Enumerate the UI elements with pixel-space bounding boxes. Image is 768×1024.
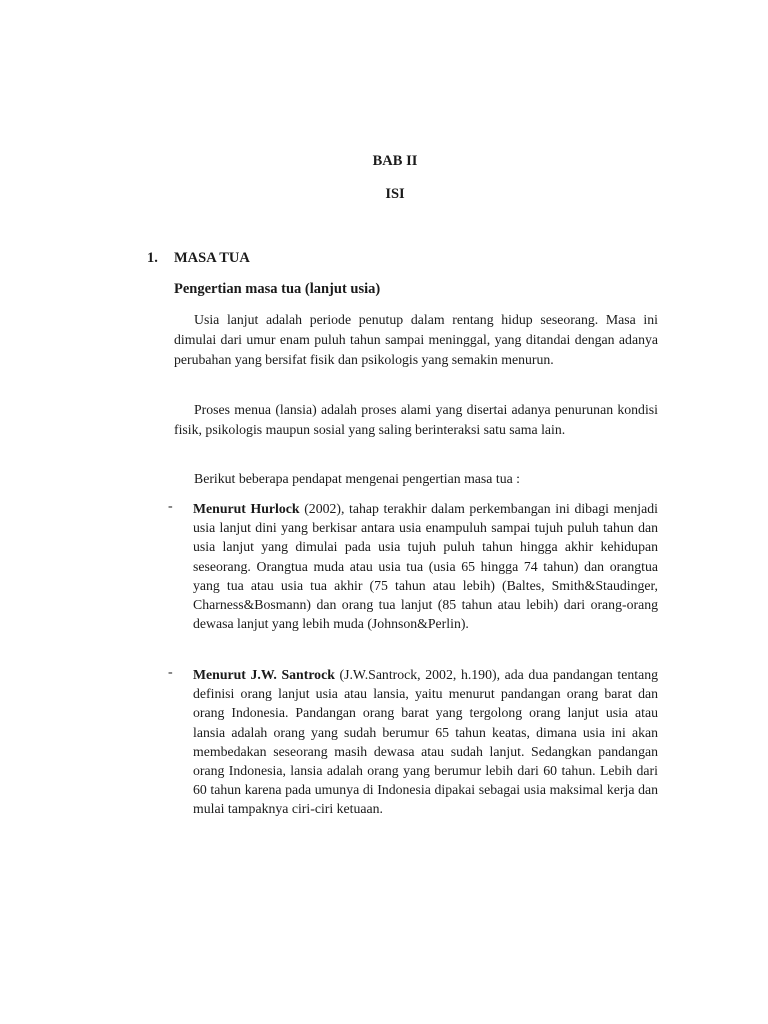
bullet-lead: Menurut J.W. Santrock: [193, 667, 335, 682]
bullet-item: [193, 665, 658, 819]
bullet-body: (J.W.Santrock, 2002, h.190), ada dua pandangan tentang definisi orang lanjut usia atau lansia, yaitu menurut pandangan orang barat dan orang Indonesia. Pandangan orang barat yang tergolong orang lanjut usia atau lansia adalah orang yang sudah berumur 65 tahun keatas, dimana usia ini akan membedakan seseorang masih dewasa atau sudah lanjut. Sedangkan pandangan orang Indonesia, lansia adalah orang yang berumur lebih dari 60 tahun. Lebih dari 60 tahun karena pada umunya di Indonesia dipakai sebagai usia maksimal kerja dan mulai tampaknya ciri-ciri ketuaan.: [193, 667, 658, 817]
bullet-dash: -: [168, 499, 173, 514]
subheading: Pengertian masa tua (lanjut usia): [174, 281, 381, 297]
chapter-subheading: ISI: [385, 186, 405, 202]
paragraph: Berikut beberapa pendapat mengenai pengertian masa tua :: [194, 471, 521, 486]
paragraph: Usia lanjut adalah periode penutup dalam rentang hidup seseorang. Masa ini dimulai dari umur enam puluh tahun sampai meninggal, yang ditandai dengan adanya perubahan yang bersifat fisik dan psikologis yang semakin menurun.: [174, 312, 658, 367]
paragraph: Proses menua (lansia) adalah proses alami yang disertai adanya penurunan kondisi fisik, psikologis maupun sosial yang saling berinteraksi satu sama lain.: [174, 402, 658, 437]
bullet-body: (2002), tahap terakhir dalam perkembangan ini dibagi menjadi usia lanjut dini yang berkisar antara usia enampuluh sampai tujuh puluh tahun dan usia lanjut yang dimulai pada usia tujuh puluh tahun hingga akhir kehidupan seseorang. Orangtua muda atau usia tua (usia 65 hingga 74 tahun) dan orangtua yang tua atau usia tua akhir (75 tahun atau lebih) (Baltes, Smith&Staudinger, Charness&Bosmann) dan orang tua lanjut (85 tahun atau lebih) dari orang-orang dewasa lanjut yang lebih muda (Johnson&Perlin).: [193, 501, 658, 632]
bullet-item: [193, 499, 658, 633]
section-title: MASA TUA: [174, 250, 250, 266]
section-number: 1.: [147, 250, 158, 266]
bullet-dash: -: [168, 665, 173, 680]
bullet-lead: Menurut Hurlock: [193, 501, 300, 516]
chapter-heading: BAB II: [372, 153, 418, 169]
